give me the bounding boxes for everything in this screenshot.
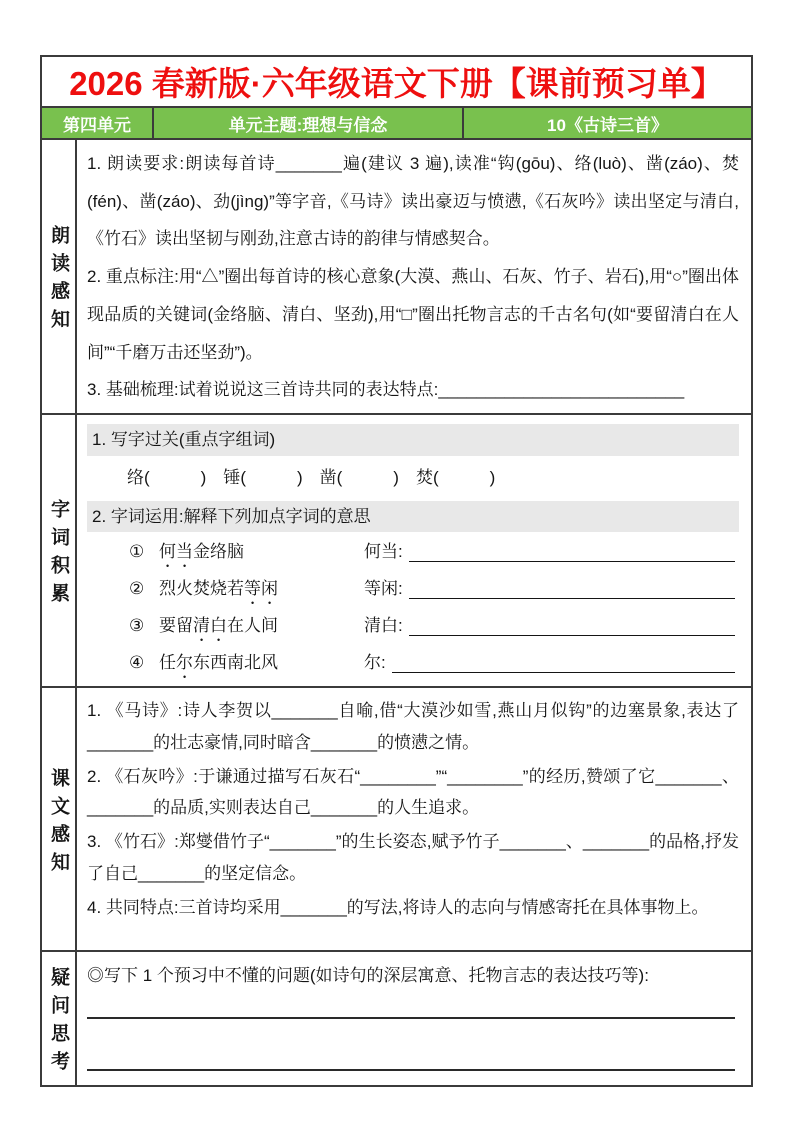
question-prompt: ◎写下 1 个预习中不懂的问题(如诗句的深层寓意、托物言志的表达技巧等): [87, 966, 649, 986]
term-label: 清白: [364, 616, 403, 636]
term-label: 尔: [364, 653, 386, 673]
words-subheading-1: 1. 写字过关(重点字组词) [87, 424, 739, 455]
unit-number-cell: 第四单元 [42, 108, 154, 138]
answer-line [87, 1019, 735, 1071]
poem-phrase [159, 534, 364, 571]
poem-phrase [159, 608, 364, 645]
word-item [87, 571, 739, 608]
text-point-4: 4. 共同特点:三首诗均采用_______的写法,将诗人的志向与情感寄托在具体事物上。 [87, 897, 709, 917]
phrase-post: 在人间 [227, 616, 278, 636]
section-label-words: 字词积累 [42, 415, 77, 686]
lesson-title-cell: 10《古诗三首》 [547, 115, 668, 135]
item-number: ① [129, 542, 145, 562]
dotted-word: 何当 [159, 542, 193, 562]
word-item [87, 608, 739, 645]
dotted-word: 尔 [176, 653, 193, 673]
dotted-word: 清白 [193, 616, 227, 636]
section-question-content [77, 952, 751, 1085]
unit-theme-cell: 单元主题:理想与信念 [154, 108, 464, 138]
reading-instruction-2: 2. 重点标注:用“△”圈出每首诗的核心意象(大漠、燕山、石灰、竹子、岩石),用“○”圈出体现品质的关键词(金络脑、清白、坚劲),用“□”圈出托物言志的千古名句(如“要留清白在人间”“千磨万击还坚劲”)。 [87, 267, 739, 362]
section-words-content [77, 415, 751, 686]
section-label-text: 课文感知 [42, 688, 77, 950]
text-point-3: 3. 《竹石》:郑燮借竹子“_______”的生长姿态,赋予竹子_______、_______的品格,抒发了自己_______的坚定信念。 [87, 832, 739, 884]
item-number: ② [129, 579, 145, 599]
phrase-pre: 烈火焚烧若 [159, 579, 244, 599]
dotted-word: 等闲 [244, 579, 278, 599]
poem-phrase [159, 645, 364, 682]
section-text [42, 688, 751, 952]
section-words [42, 415, 751, 688]
answer-blank [409, 534, 735, 562]
term-label: 等闲: [364, 579, 403, 599]
phrase-pre: 要留 [159, 616, 193, 636]
section-text-content [77, 688, 751, 950]
unit-header-row [42, 106, 751, 140]
reading-instruction-1: 1. 朗读要求:朗读每首诗_______遍(建议 3 遍),读准“钩(gōu)、络(luò)、凿(záo)、焚(fén)、凿(záo)、劲(jìng)”等字音,《马诗》读出豪迈与愤懑,《石灰吟》读出坚定与清白,《竹石》读出坚韧与刚劲,注意古诗的韵律与情感契合。 [87, 154, 739, 249]
item-number: ④ [129, 653, 145, 673]
text-point-2: 2. 《石灰吟》:于谦通过描写石灰石“________”“________”的经历,赞颂了它_______、_______的品质,实则表达自己_______的人生追求。 [87, 766, 739, 818]
character-practice-line: 络( ) 锤( ) 凿( ) 焚( ) [127, 467, 496, 487]
page-title: 2026 春新版·六年级语文下册【课前预习单】 [69, 65, 724, 102]
answer-blank [392, 645, 735, 673]
section-question [42, 952, 751, 1085]
term-label: 何当: [364, 542, 403, 562]
phrase-pre: 任 [159, 653, 176, 673]
text-point-1: 1. 《马诗》:诗人李贺以_______自喻,借“大漠沙如雪,燕山月似钩”的边塞景象,表达了_______的壮志豪情,同时暗含_______的愤懑之情。 [87, 701, 739, 752]
reading-instruction-3: 3. 基础梳理:试着说说这三首诗共同的表达特点:__________________________ [87, 380, 685, 400]
phrase-post: 金络脑 [193, 542, 244, 562]
word-item [87, 534, 739, 571]
answer-line [87, 995, 735, 1019]
section-label-question: 疑问思考 [42, 952, 77, 1085]
answer-blank [409, 608, 735, 636]
poem-phrase [159, 571, 364, 608]
words-subheading-2: 2. 字词运用:解释下列加点字词的意思 [87, 501, 739, 532]
section-label-reading: 朗读感知 [42, 140, 77, 413]
worksheet-frame [40, 55, 753, 1087]
word-item [87, 645, 739, 682]
answer-blank [409, 571, 735, 599]
section-reading [42, 140, 751, 415]
section-reading-content [77, 140, 751, 413]
phrase-post: 东西南北风 [193, 653, 278, 673]
item-number: ③ [129, 616, 145, 636]
